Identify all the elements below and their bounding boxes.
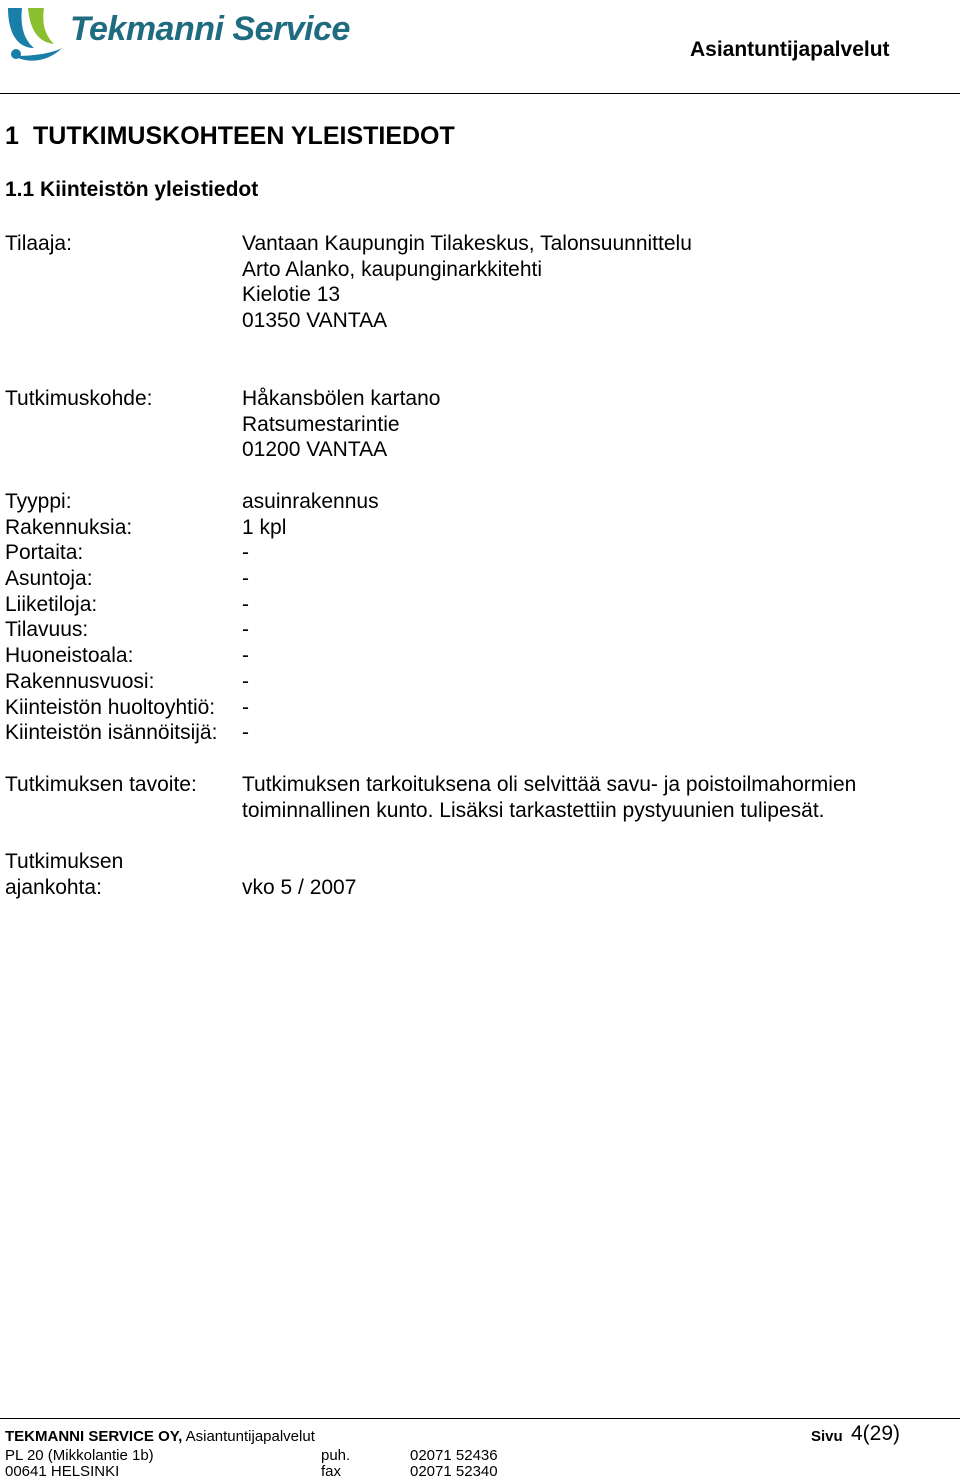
footer-company-name: TEKMANNI SERVICE OY, xyxy=(5,1428,183,1445)
goal-label: Tutkimuksen tavoite: xyxy=(5,773,197,796)
footer-phone: 02071 52436 xyxy=(410,1447,498,1464)
footer-phone-label: puh. xyxy=(321,1447,351,1464)
detail-value: - xyxy=(242,541,249,565)
detail-label: Kiinteistön isännöitsijä: xyxy=(5,721,218,745)
detail-row xyxy=(0,515,960,541)
section-heading xyxy=(5,122,455,151)
footer-address-2: 00641 HELSINKI xyxy=(5,1463,120,1480)
detail-value: - xyxy=(242,721,249,745)
detail-row xyxy=(0,592,960,618)
header-divider xyxy=(0,93,960,94)
page-number: 4(29) xyxy=(851,1422,901,1445)
client-line: 01350 VANTAA xyxy=(242,309,388,333)
footer-address-1: PL 20 (Mikkolantie 1b) xyxy=(5,1447,154,1464)
page-label: Sivu xyxy=(811,1428,843,1445)
detail-value: - xyxy=(242,695,249,719)
detail-label: Liiketiloja: xyxy=(5,592,98,616)
detail-value: - xyxy=(242,669,249,693)
department-title: Asiantuntijapalvelut xyxy=(690,38,890,61)
date-label xyxy=(5,849,123,900)
detail-value: asuinrakennus xyxy=(242,490,379,513)
footer-fax-label: fax xyxy=(321,1463,342,1480)
logo-wave-green xyxy=(28,8,54,44)
detail-row xyxy=(0,669,960,695)
detail-value: - xyxy=(242,567,249,591)
detail-value: - xyxy=(242,644,249,668)
detail-row xyxy=(0,643,960,669)
client-label: Tilaaja: xyxy=(5,232,72,255)
target-label: Tutkimuskohde: xyxy=(5,387,153,410)
logo-smile xyxy=(14,48,62,61)
client-line: Vantaan Kaupungin Tilakeskus, Talonsuunnittelu xyxy=(242,232,692,255)
target-value xyxy=(242,386,440,463)
date-value: vko 5 / 2007 xyxy=(242,876,357,899)
detail-row xyxy=(0,695,960,721)
target-line: 01200 VANTAA xyxy=(242,438,388,462)
detail-label: Kiinteistön huoltoyhtiö: xyxy=(5,695,216,719)
brand-name: Tekmanni Service xyxy=(70,10,350,48)
client-line: Kielotie 13 xyxy=(242,283,341,307)
target-line: Håkansbölen kartano xyxy=(242,387,441,410)
goal-line: toiminnallinen kunto. Lisäksi tarkastettiin pystyuunien tulipesät. xyxy=(242,798,825,822)
goal-line: Tutkimuksen tarkoituksena oli selvittää savu- ja poistoilmahormien xyxy=(242,773,857,796)
footer-fax: 02071 52340 xyxy=(410,1463,498,1480)
detail-row xyxy=(0,566,960,592)
detail-label: Tyyppi: xyxy=(5,490,72,513)
detail-label: Huoneistoala: xyxy=(5,644,134,668)
section-title: TUTKIMUSKOHTEEN YLEISTIEDOT xyxy=(33,122,455,150)
footer-divider xyxy=(0,1418,960,1419)
detail-value: 1 kpl xyxy=(242,515,287,539)
detail-row xyxy=(0,720,960,746)
detail-row xyxy=(0,489,960,515)
footer-company-dept: Asiantuntijapalvelut xyxy=(185,1428,315,1445)
date-label-line: ajankohta: xyxy=(5,875,102,899)
section-number: 1 xyxy=(5,122,19,150)
detail-label: Asuntoja: xyxy=(5,567,93,591)
subsection-heading: 1.1 Kiinteistön yleistiedot xyxy=(5,178,259,201)
target-line: Ratsumestarintie xyxy=(242,412,400,436)
goal-value xyxy=(242,772,856,823)
property-details xyxy=(0,489,960,746)
detail-value: - xyxy=(242,592,249,616)
detail-label: Rakennusvuosi: xyxy=(5,669,155,693)
detail-row xyxy=(0,617,960,643)
detail-label: Rakennuksia: xyxy=(5,515,133,539)
detail-label: Portaita: xyxy=(5,541,84,565)
client-line: Arto Alanko, kaupunginarkkitehti xyxy=(242,257,543,281)
footer-company xyxy=(5,1428,315,1445)
detail-value: - xyxy=(242,618,249,642)
client-value xyxy=(242,231,692,334)
date-label-line: Tutkimuksen xyxy=(5,850,124,873)
detail-label: Tilavuus: xyxy=(5,618,89,642)
detail-row xyxy=(0,540,960,566)
